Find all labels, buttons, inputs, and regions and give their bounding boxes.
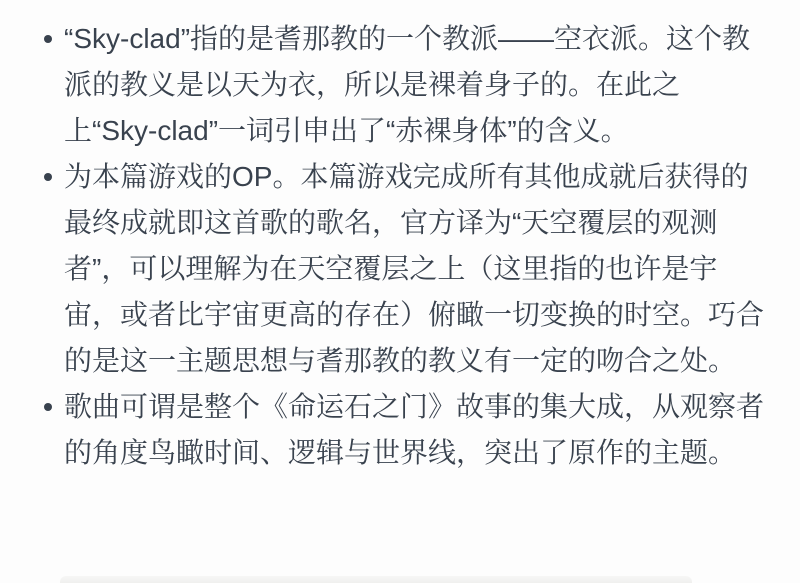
list-item-text: “Sky-clad”指的是耆那教的一个教派——空衣派。这个教派的教义是以天为衣，所以是裸着身子的。在此之上“Sky-clad”一词引申出了“赤裸身体”的含义。	[64, 23, 751, 146]
list-item-text: 歌曲可谓是整个《命运石之门》故事的集大成，从观察者的角度鸟瞰时间、逻辑与世界线，突出了原作的主题。	[64, 391, 765, 468]
list-item-text: 为本篇游戏的OP。本篇游戏完成所有其他成就后获得的最终成就即这首歌的歌名，官方译为“天空覆层的观测者”，可以理解为在天空覆层之上（这里指的也许是宇宙，或者比宇宙更高的存在）俯瞰一切变换的时空。巧合的是这一主题思想与耆那教的教义有一定的吻合之处。	[64, 161, 765, 376]
list-item	[64, 16, 766, 154]
list-item	[64, 154, 766, 384]
bullet-icon	[44, 173, 52, 181]
next-block-partial-edge	[60, 576, 692, 583]
list-item	[64, 384, 766, 476]
bullet-icon	[44, 403, 52, 411]
bullet-icon	[44, 35, 52, 43]
